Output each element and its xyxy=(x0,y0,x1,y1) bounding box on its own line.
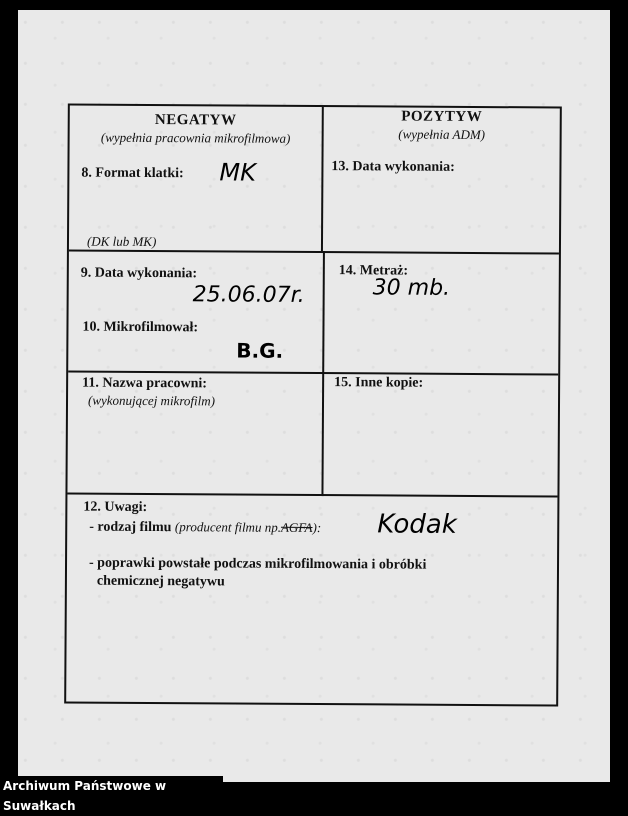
poprawki-line-2: chemicznej negatywu xyxy=(96,573,225,590)
negatyw-subtitle: (wypełnia pracownia mikrofilmowa) xyxy=(100,129,291,146)
nazwa-pracowni-hint: (wykonującej mikrofilm) xyxy=(87,392,216,409)
nazwa-pracowni-label: 11. Nazwa pracowni: xyxy=(82,375,208,392)
rodzaj-filmu-hint-start: (producent filmu np. xyxy=(174,519,282,535)
data-wykonania-pozytyw-label: 13. Data wykonania: xyxy=(331,159,455,175)
data-wykonania-negatyw-label: 9. Data wykonania: xyxy=(80,265,198,282)
metraz-value: 30 mb. xyxy=(372,275,451,301)
rodzaj-filmu-line xyxy=(89,519,321,537)
rodzaj-filmu-hint-end: ): xyxy=(312,519,322,536)
row-divider-1 xyxy=(69,250,559,255)
format-label: 8. Format klatki: xyxy=(81,165,184,182)
pozytyw-header: POZYTYW xyxy=(401,108,483,126)
pozytyw-subtitle: (wypełnia ADM) xyxy=(398,126,486,143)
archive-footer: Archiwum Państwowe w Suwałkach xyxy=(0,776,223,796)
poprawki-line-1: - poprawki powstałe podczas mikrofilmowania i obróbki xyxy=(88,555,427,573)
row-divider-3 xyxy=(67,493,557,498)
data-wykonania-negatyw-value: 25.06.07r. xyxy=(192,282,305,308)
rodzaj-filmu-hint-struck: AGFA xyxy=(280,519,313,535)
inne-kopie-label: 15. Inne kopie: xyxy=(334,375,424,391)
document-sheet xyxy=(18,10,610,782)
row-divider-2 xyxy=(68,371,558,376)
mikrofilmowal-value: B.G. xyxy=(236,338,284,363)
rodzaj-filmu-value: Kodak xyxy=(377,509,457,540)
format-hint: (DK lub MK) xyxy=(86,233,157,250)
format-value: MK xyxy=(219,158,256,187)
uwagi-label: 12. Uwagi: xyxy=(83,499,148,515)
microfilm-form xyxy=(64,103,562,706)
rodzaj-filmu-label: - rodzaj filmu xyxy=(89,519,172,536)
metraz-label: 14. Metraż: xyxy=(338,263,409,279)
mikrofilmowal-label: 10. Mikrofilmował: xyxy=(82,319,199,336)
negatyw-header: NEGATYW xyxy=(154,112,237,129)
